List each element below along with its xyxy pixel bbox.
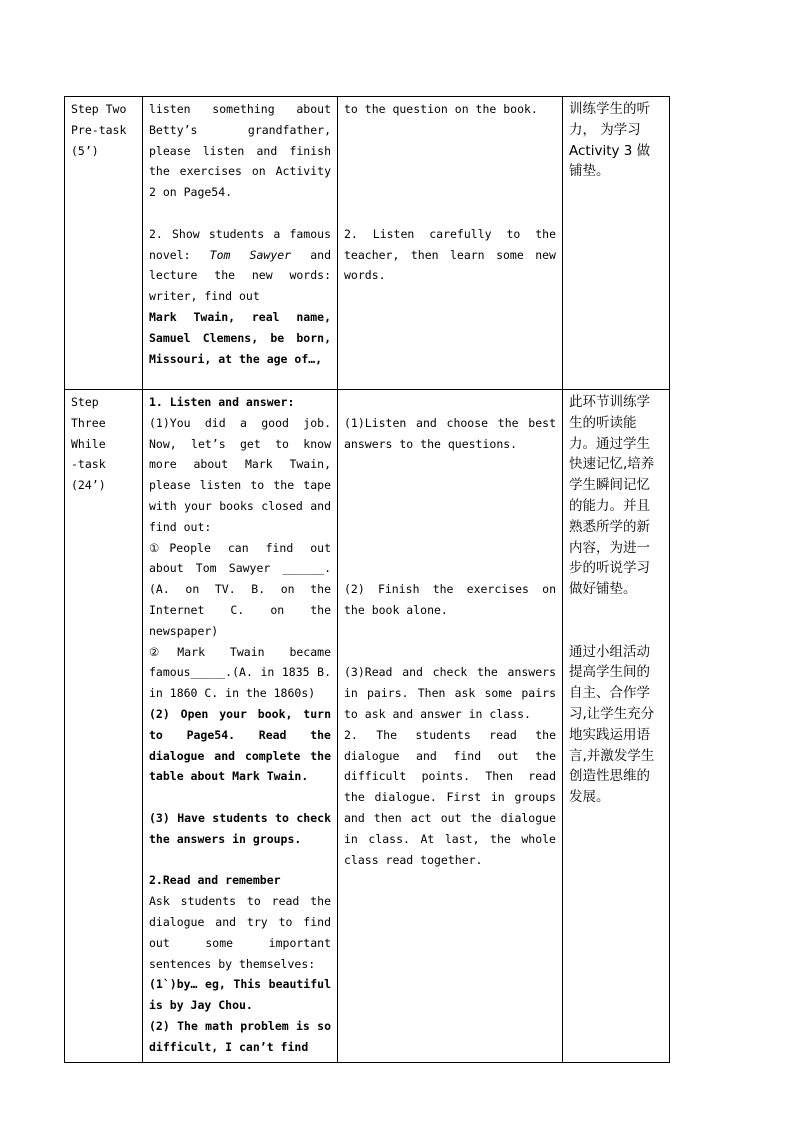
purpose-text: 训练学生的听力， 为学习 Activity 3 做铺垫。 bbox=[569, 101, 651, 180]
step-label-line: While bbox=[71, 436, 106, 451]
teacher-paragraph: Ask students to read the dialogue and try to find out some important sentences by themselves: bbox=[149, 894, 331, 971]
text-run: and lecture the new words: writer, find out bbox=[149, 247, 331, 304]
step-cell bbox=[65, 97, 143, 390]
student-paragraph: to the question on the book. bbox=[344, 102, 538, 116]
answer-blank: ______ bbox=[282, 561, 325, 576]
text-run: .(A. in 1835 B. in 1860 C. in the 1860s) bbox=[149, 665, 331, 701]
teacher-paragraph bbox=[149, 224, 331, 307]
example-sentence: (1`)by… eg, This beautiful is by Jay Chou. bbox=[149, 977, 331, 1013]
step-label-line: Three bbox=[71, 415, 106, 430]
table-row bbox=[65, 390, 670, 1063]
text-run: ①People can find out about Tom Sawyer bbox=[149, 540, 331, 576]
table-row bbox=[65, 97, 670, 390]
student-paragraph: (2) Finish the exercises on the book alone. bbox=[344, 582, 556, 617]
teacher-paragraph: (2) Open your book, turn to Page54. Read the dialogue and complete the table about Mark Twain. bbox=[149, 706, 331, 784]
lesson-plan-table bbox=[64, 96, 670, 1063]
question-item bbox=[149, 642, 331, 704]
section-heading: 2.Read and remember bbox=[149, 873, 281, 888]
key-words: Mark Twain, real name, Samuel Clemens, be born, Missouri, at the age of…, bbox=[149, 309, 331, 366]
student-paragraph: (3)Read and check the answers in pairs. Then ask some pairs to ask and answer in class. bbox=[344, 665, 556, 721]
step-label-line: -task bbox=[71, 457, 106, 472]
student-activity-cell bbox=[338, 390, 563, 1063]
step-cell bbox=[65, 390, 143, 1063]
purpose-cell bbox=[563, 390, 670, 1063]
text-run: . (A. on TV. B. on the Internet C. on the newspaper) bbox=[149, 561, 331, 638]
student-activity-cell bbox=[338, 97, 563, 390]
student-paragraph: 2. Listen carefully to the teacher, then learn some new words. bbox=[344, 226, 556, 283]
purpose-text: 通过小组活动提高学生间的自主、合作学习,让学生充分地实践运用语言,并激发学生创造性思维的发展。 bbox=[569, 643, 655, 806]
teacher-paragraph: listen something about Betty’s grandfather, please listen and finish the exercises on Activity 2 on Page54. bbox=[149, 102, 331, 200]
teacher-activity-cell bbox=[143, 97, 338, 390]
text-run: ②Mark Twain became famous bbox=[149, 644, 331, 680]
step-label-line: (24’) bbox=[71, 478, 106, 493]
step-label-line: (5’) bbox=[71, 143, 99, 158]
example-sentence: (2) The math problem is so difficult, I can’t find bbox=[149, 1018, 331, 1054]
step-label-line: Step bbox=[71, 395, 99, 409]
purpose-cell bbox=[563, 97, 670, 390]
step-label-line: Pre-task bbox=[71, 122, 127, 137]
answer-blank: _____ bbox=[190, 665, 226, 680]
step-label-line: Step Two bbox=[71, 102, 127, 116]
novel-title: Tom Sawyer bbox=[209, 247, 292, 262]
student-paragraph: (1)Listen and choose the best answers to the questions. bbox=[344, 415, 556, 451]
question-item bbox=[149, 538, 331, 642]
teacher-paragraph: (1)You did a good job. Now, let’s get to know more about Mark Twain, please listen to the tape with your books closed and find out: bbox=[149, 415, 331, 534]
teacher-activity-cell bbox=[143, 390, 338, 1063]
text-run: 2. Show students a famous novel: bbox=[149, 226, 331, 262]
section-heading: 1. Listen and answer: bbox=[149, 395, 295, 409]
purpose-text: 此环节训练学生的听读能力。通过学生快速记忆,培养学生瞬间记忆的能力。并且熟悉所学的新内容，为进一步的听说学习做好铺垫。 bbox=[569, 394, 655, 598]
teacher-paragraph: (3) Have students to check the answers in groups. bbox=[149, 810, 331, 846]
student-paragraph: 2. The students read the dialogue and find out the difficult points. Then read the dialogue. First in groups and then act out the dialogue in class. At last, the whole class read together. bbox=[344, 727, 556, 867]
